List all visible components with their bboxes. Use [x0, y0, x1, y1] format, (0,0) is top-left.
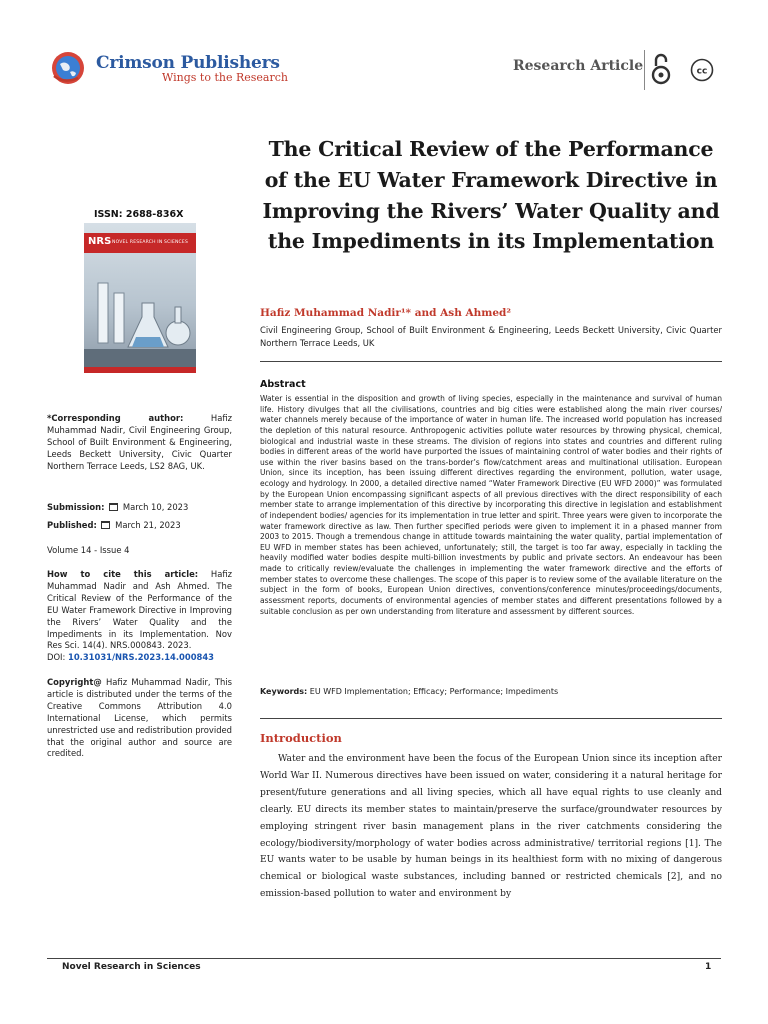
lab-glassware-illustration	[84, 263, 196, 367]
published-date: March 21, 2023	[115, 520, 181, 530]
submission-line	[47, 502, 232, 514]
abstract-heading: Abstract	[260, 379, 306, 390]
volume-issue: Volume 14 - Issue 4	[47, 545, 130, 555]
svg-text:cc: cc	[696, 66, 708, 77]
corresponding-author	[47, 413, 232, 473]
publisher-tagline: Wings to the Research	[162, 70, 288, 84]
copyright-text: Hafiz Muhammad Nadir, This article is distributed under the terms of the Creative Commons Attribution 4.0 International License, which permits unrestricted use and redistribution provided that the original author and source are credited.	[47, 677, 232, 759]
cite-label: How to cite this article:	[47, 569, 199, 579]
cover-subtitle: NOVEL RESEARCH IN SCIENCES	[112, 240, 188, 245]
copyright-block	[47, 677, 232, 760]
footer-journal-name: Novel Research in Sciences	[62, 962, 201, 972]
article-type-label: Research Article	[513, 58, 644, 74]
header-divider	[644, 50, 645, 90]
cover-code: NRS	[88, 236, 112, 247]
doi-label: DOI:	[47, 652, 66, 663]
page-header	[0, 0, 768, 105]
cite-text: Hafiz Muhammad Nadir and Ash Ahmed. The Critical Review of the Performance of the EU Water Framework Directive in Improving the Rivers’ Water Quality and the Impediments in its Implementation. Nov Res Sci. 14(4). NRS.000843. 2023.	[47, 569, 232, 651]
published-label: Published:	[47, 520, 97, 530]
calendar-icon	[101, 521, 110, 529]
divider	[260, 718, 722, 719]
publisher-name: Crimson Publishers	[96, 52, 280, 73]
doi-link[interactable]: 10.31031/NRS.2023.14.000843	[68, 652, 215, 663]
citation-block	[47, 569, 232, 664]
article-title: The Critical Review of the Performance of the EU Water Framework Directive in Improving the Rivers’ Water Quality and the Impediments in its Implementation	[262, 137, 720, 254]
journal-cover-image[interactable]	[84, 223, 196, 373]
corresponding-text: Hafiz Muhammad Nadir, Civil Engineering Group, School of Built Environment & Engineering, Leeds Beckett University, Civic Quarter Northern Terrace Leeds, LS2 8AG, UK.	[47, 413, 232, 471]
corresponding-label: *Corresponding author:	[47, 413, 184, 423]
keywords	[260, 687, 722, 696]
submission-label: Submission:	[47, 502, 105, 512]
keywords-text: EU WFD Implementation; Efficacy; Performance; Impediments	[309, 687, 559, 696]
copyright-label: Copyright@	[47, 677, 102, 687]
divider	[260, 361, 722, 362]
abstract-text: Water is essential in the disposition and growth of living species, especially in the maintenance and survival of human life. History divulges that all the civilisations, countries and big cities were established along the main river courses/ water channels merely because of the importance of water in human life. The increased world population has increased the depletion of this natural resource. Anthropogenic activities pollute water resources by throwing physical, chemical, biological and industrial waste in these streams. The division of regions into states and countries and different ruling bodies in different areas of the world have purported the issues of maintaining control of water bodies and their rights of use within the river basins based on the trans-border’s flow/catchment areas and multinational utilisation. European Union, since its inception, has been issuing different directives regarding the environment, pollution, water usage, ecology and hydrology. In 2000, a detailed directive named “Water Framework Directive (EU WFD 2000)” was formulated by the European Union encompassing significant aspects of all previous directives with the direct responsibility of each member state to arrange implementation of this directive by incorporating this directive in legislation and establishment of independent bodies/ agencies for its implementation in true letter and spirit. Three years were given to incorporate the water framework directive as law. Then further specified periods were given to implement it in a phased manner from 2003 to 2015. Though a tremendous change in attitude towards maintaining the water quality, partial implementation of EU WFD in member states has been achieved, unfortunately; still, the target is too far away, especially in tackling the heavily modified water bodies despite multi-billion investments by public and private sectors. An endeavour has been made to critically review/evaluate the challenges in implementing the water framework directive and the efforts of member states to overcome these challenges. The scope of this paper is to review some of the available literature on the subject in the form of books, European Union directives, conventions/conference minutes/proceedings/documents, assessment reports, documents of environmental agencies of member states and different presentations followed by a suitable conclusion as per own understanding from literature and assessment by different sources.	[260, 394, 722, 616]
author-affiliation: Civil Engineering Group, School of Built Environment & Engineering, Leeds Beckett University, Civic Quarter Northern Terrace Leeds, UK	[260, 325, 722, 348]
page-number: 1	[705, 962, 712, 972]
calendar-icon	[109, 503, 118, 511]
introduction-heading: Introduction	[260, 731, 342, 745]
article-authors: Hafiz Muhammad Nadir¹* and Ash Ahmed²	[260, 307, 511, 319]
introduction-text: Water and the environment have been the focus of the European Union since its inception after World War II. Numerous directives have been issued on water, considering it a natural heritage for present/future generations and all living species, which all have equal rights to use cleanly and clearly. EU directs its member states to maintain/preserve the surface/groundwater resources by employing stringent river basin management plans in the river catchments considering the ecology/biodiversity/morphology of water bodies across administrative/ territorial regions [1]. The EU wants water to be usable by human beings in its healthiest form with no mixing of dangerous chemical or biological waste substances, including banned or restricted chemicals [2], and no emission-based pollution to water and environment by	[260, 754, 722, 900]
creative-commons-icon	[690, 58, 714, 82]
keywords-label: Keywords:	[260, 687, 308, 696]
footer-divider	[47, 958, 721, 959]
publisher-logo[interactable]	[48, 46, 288, 90]
open-access-icon	[650, 52, 672, 86]
published-line	[47, 520, 232, 532]
issn-label: ISSN: 2688-836X	[94, 209, 184, 220]
globe-logo-icon	[48, 46, 92, 90]
cover-bottom-band	[84, 367, 196, 373]
submission-date: March 10, 2023	[122, 502, 189, 512]
